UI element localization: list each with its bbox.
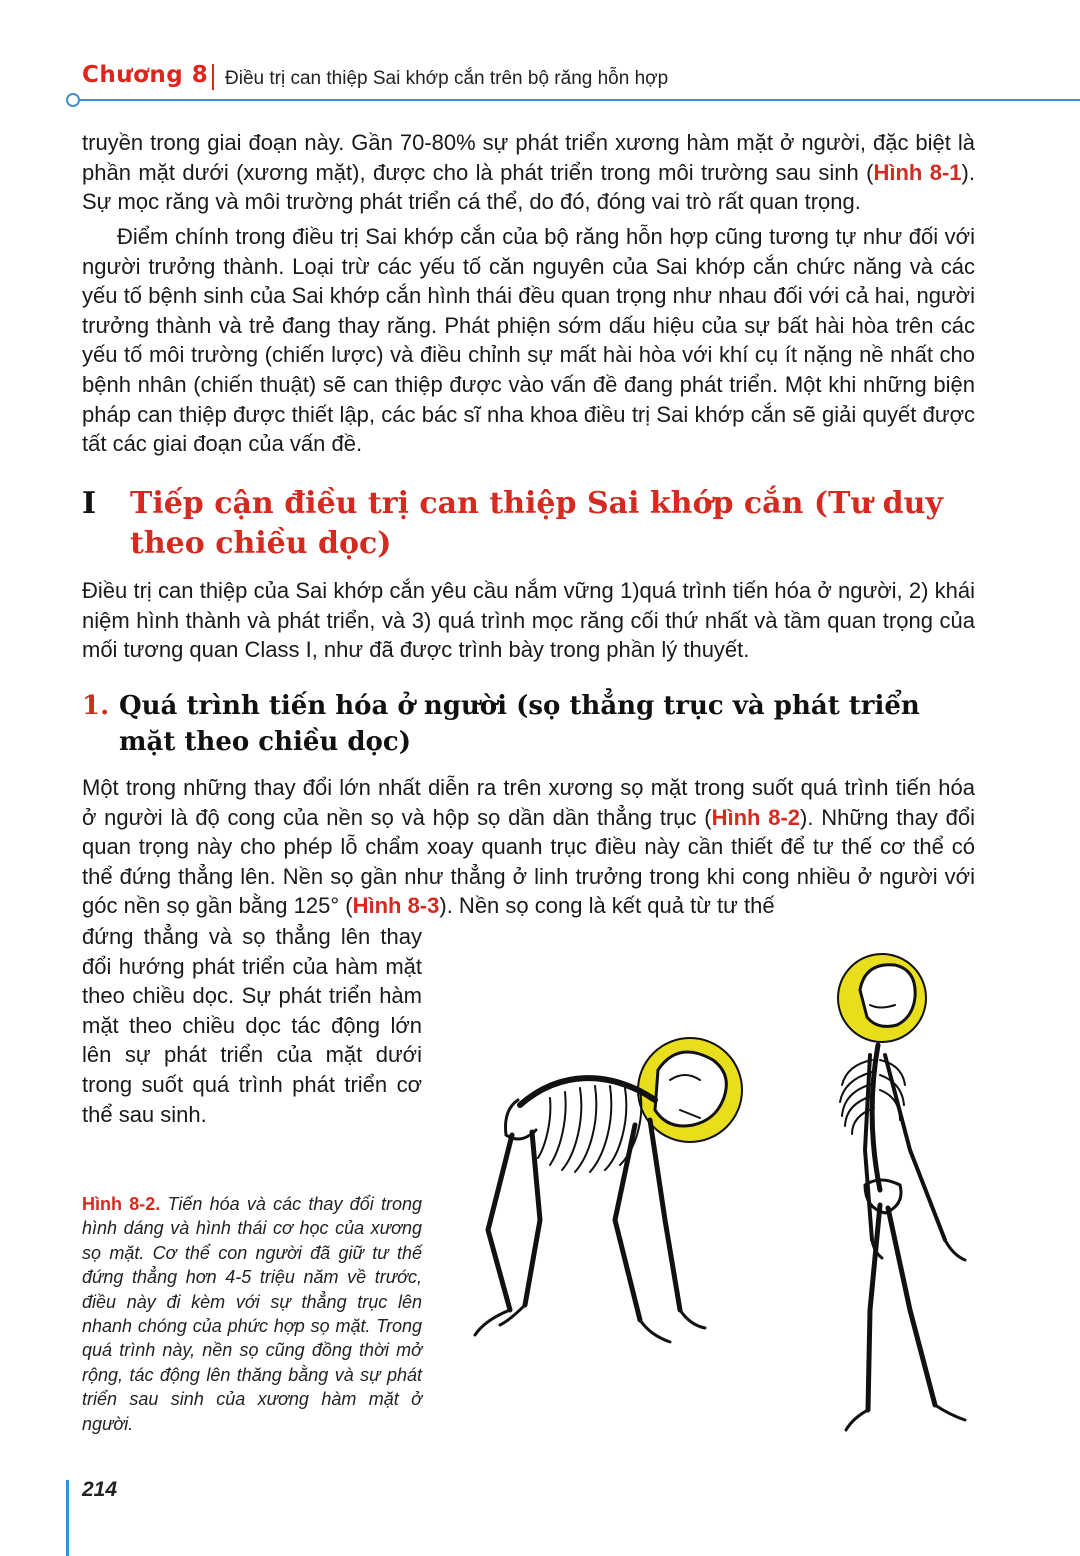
- header-separator: [212, 64, 214, 90]
- ape-front-arm: [650, 1120, 680, 1310]
- section-number: I: [82, 486, 97, 521]
- caption-text: Tiến hóa và các thay đổi trong hình dáng và hình thái cơ học của xương sọ mặt. Cơ thể con người đã giữ tư thế đứng thẳng hơn 4-5 triệu năm về trước, điều này đi kèm với sự thẳng trục lên nhanh chóng của phức hợp sọ mặt. Trong quá trình này, nền sọ cũng đồng thời mở rộng, tác động lên thăng bằng và sự phát triển sau sinh của xương hàm mặt ở người.: [82, 1194, 422, 1434]
- paragraph-text: ). Nền sọ cong là kết quả từ tư thế: [439, 893, 775, 919]
- figure-caption: [82, 1192, 422, 1436]
- human-skull: [860, 965, 915, 1027]
- figure-reference[interactable]: Hình 8-2: [711, 804, 801, 830]
- human-spine: [872, 1045, 880, 1190]
- paragraph-section-intro: Điều trị can thiệp của Sai khớp cắn yêu cầu nắm vững 1)quá trình tiến hóa ở người, 2) khái niệm hình thành và phát triển, và 3) quá trình mọc răng cối thứ nhất và tầm quan trọng của mối tương quan Class I, như đã được trình bày trong phần lý thuyết.: [82, 578, 975, 663]
- paragraph-main-point: Điểm chính trong điều trị Sai khớp cắn của bộ răng hỗn hợp cũng tương tự như đối với người trưởng thành. Loại trừ các yếu tố căn nguyên của Sai khớp cắn chức năng và các yếu tố bệnh sinh của Sai khớp cắn hình thái đều quan trọng như nhau đối với cả hai, người trưởng thành và trẻ đang thay răng. Phát phiện sớm dấu hiệu của sự bất hài hòa trên các yếu tố môi trường (chiến lược) và điều chỉnh sự mất hài hòa với khí cụ ít nặng nề nhất cho bệnh nhân (chiến thuật) sẽ can thiệp được vào vấn đề đang phát triển. Một khi những biện pháp can thiệp được thiết lập, các bác sĩ nha khoa điều trị Sai khớp cắn sẽ giải quyết được tất các giai đoạn của vấn đề.: [82, 224, 975, 457]
- paragraph-intro: [82, 128, 975, 217]
- human-arm: [885, 1055, 945, 1240]
- header-rule: [78, 99, 1080, 101]
- paragraph-evolution: [82, 773, 975, 921]
- caption-label: Hình 8-2.: [82, 1194, 161, 1214]
- figure-reference[interactable]: Hình 8-3: [352, 893, 440, 919]
- subsection-title: Quá trình tiến hóa ở người (sọ thẳng trục và phát triển mặt theo chiều dọc): [119, 691, 920, 757]
- ape-skeleton: [475, 1038, 742, 1342]
- ape-rear-leg: [488, 1135, 512, 1310]
- paragraph-text: ). Sự mọc răng và môi trường phát triển cá thể, do đó, đóng vai trò rất quan trọng.: [82, 159, 975, 215]
- subsection-number: 1.: [82, 691, 110, 721]
- ape-spine: [520, 1078, 655, 1105]
- paragraph-text: ). Những thay đổi quan trọng này cho phép lỗ chẩm xoay quanh trục điều này cần thiết để tư thế cơ thể có thể đứng thẳng lên. Nền sọ gần như thẳng ở linh trưởng trong khi cong nhiều ở người với góc nền sọ gần bằng 125° (: [82, 804, 975, 919]
- paragraph-text: Một trong những thay đổi lớn nhất diễn ra trên xương sọ mặt trong suốt quá trình tiến hóa ở người là độ cong của nền sọ và hộp sọ dần dần thẳng trục (: [82, 775, 975, 830]
- paragraph-text: truyền trong giai đoạn này. Gần 70-80% sự phát triển xương hàm mặt ở người, đặc biệt là phần mặt dưới (xương mặt), được cho là phát triển trong môi trường sau sinh (: [82, 130, 975, 185]
- ape-front-arm: [615, 1125, 640, 1320]
- page-number-bar: [66, 1480, 69, 1556]
- figure-reference[interactable]: Hình 8-1: [873, 159, 962, 185]
- chapter-label: Chương 8: [82, 62, 209, 88]
- chapter-title: Điều trị can thiệp Sai khớp cắn trên bộ răng hỗn hợp: [225, 68, 669, 89]
- human-skeleton: [838, 954, 965, 1430]
- section-title: Tiếp cận điều trị can thiệp Sai khớp cắn (Tư duy theo chiều dọc): [130, 486, 943, 561]
- paragraph-vertical-growth: đứng thẳng và sọ thẳng lên thay đổi hướng phát triển của hàm mặt theo chiều dọc. Sự phát triển hàm mặt theo chiều dọc tác động lớn lên sự phát triển của mặt dưới trong suốt quá trình phát triển cơ thể sau sinh.: [82, 924, 422, 1127]
- human-leg: [888, 1208, 935, 1405]
- figure-skeletons-illustration: [440, 950, 1000, 1450]
- page-number: 214: [82, 1478, 118, 1501]
